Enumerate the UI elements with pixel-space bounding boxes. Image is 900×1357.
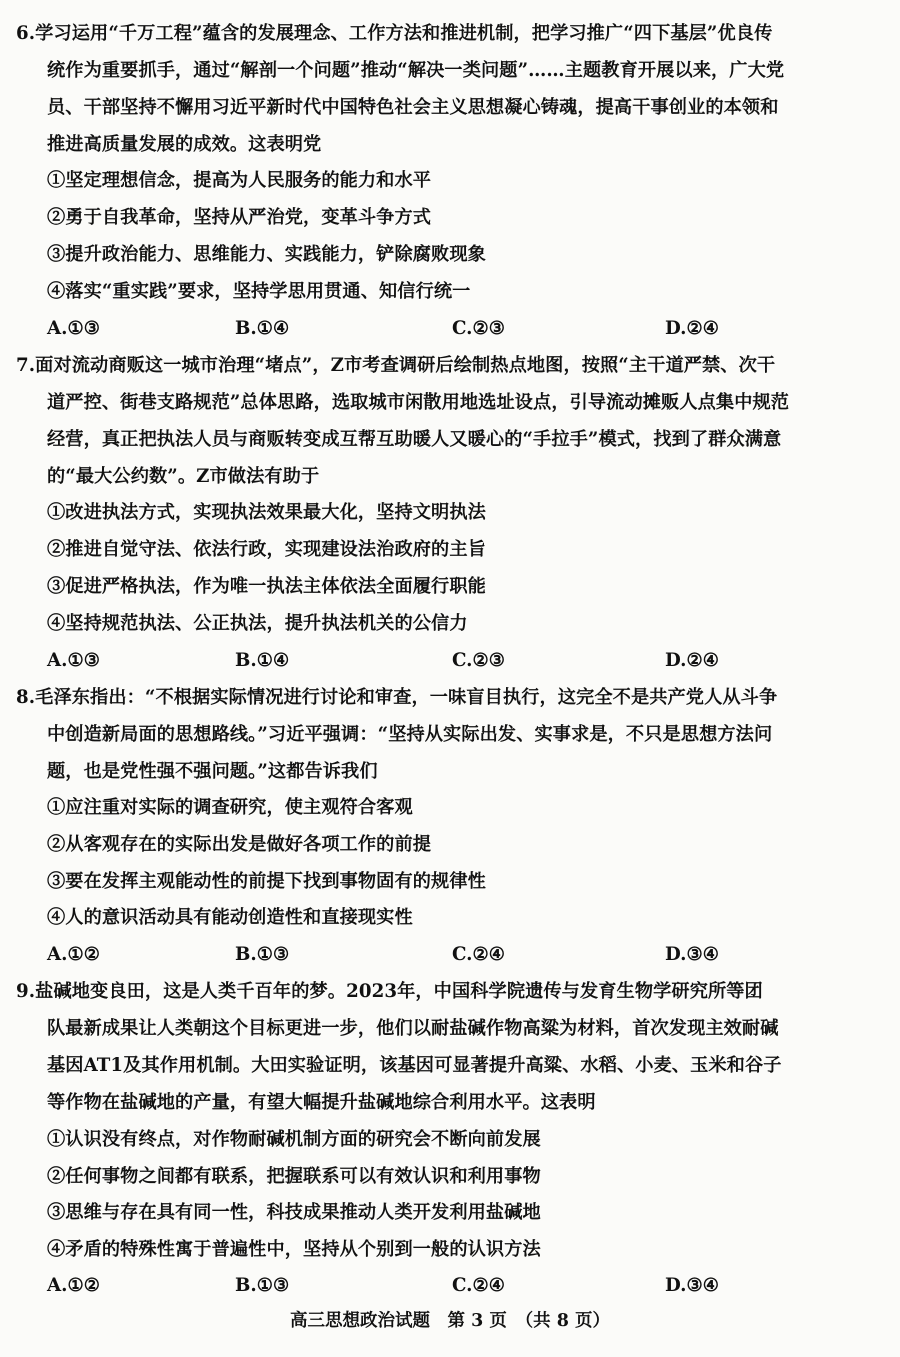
question-6-statement-1: ①坚定理想信念，提高为人民服务的能力和水平 [47,170,432,191]
question-6-option-c[interactable]: C.②③ [452,318,506,339]
question-6-option-b[interactable]: B.①④ [235,318,290,339]
question-7-option-b[interactable]: B.①④ [235,650,290,671]
question-7-option-a[interactable]: A.①③ [47,650,101,671]
question-8-stem-line: 8.毛泽东指出：“不根据实际情况进行讨论和审查，一味盲目执行，这完全不是共产党人从斗争 [16,687,778,708]
question-7-statement-3: ③促进严格执法，作为唯一执法主体依法全面履行职能 [47,576,486,597]
question-7-stem-line: 道严控、街巷支路规范”总体思路，选取城市闲散用地选址设点，引导流动摊贩人点集中规范 [47,392,790,413]
question-9-stem-line: 队最新成果让人类朝这个目标更进一步，他们以耐盐碱作物高粱为材料，首次发现主效耐碱 [47,1018,779,1039]
question-8-option-d[interactable]: D.③④ [665,944,720,965]
question-9-statement-2: ②任何事物之间都有联系，把握联系可以有效认识和利用事物 [47,1166,541,1187]
question-6-statement-3: ③提升政治能力、思维能力、实践能力，铲除腐败现象 [47,244,486,265]
question-9-stem-line: 等作物在盐碱地的产量，有望大幅提升盐碱地综合利用水平。这表明 [47,1092,596,1113]
question-8-statement-3: ③要在发挥主观能动性的前提下找到事物固有的规律性 [47,871,486,892]
question-8-stem-line: 中创造新局面的思想路线。”习近平强调：“坚持从实际出发、实事求是，不只是思想方法问 [47,724,773,745]
question-6-stem-line: 统作为重要抓手，通过“解剖一个问题”推动“解决一类问题”……主题教育开展以来，广大党 [47,60,785,81]
question-7-statement-2: ②推进自觉守法、依法行政，实现建设法治政府的主旨 [47,539,486,560]
question-7-stem-line: 7.面对流动商贩这一城市治理“堵点”，Z市考查调研后绘制热点地图，按照“主干道严禁、次干 [16,355,776,376]
question-9-option-d[interactable]: D.③④ [665,1275,720,1296]
question-9-stem-line: 9.盐碱地变良田，这是人类千百年的梦。2023年，中国科学院遗传与发育生物学研究所等团 [16,981,763,1002]
question-6-statement-2: ②勇于自我革命，坚持从严治党，变革斗争方式 [47,207,432,228]
question-8-option-c[interactable]: C.②④ [452,944,506,965]
question-9-stem-line: 基因AT1及其作用机制。大田实验证明，该基因可显著提升高粱、水稻、小麦、玉米和谷子 [47,1055,782,1076]
question-7-stem-line: 的“最大公约数”。Z市做法有助于 [47,466,320,487]
question-8-option-b[interactable]: B.①③ [235,944,290,965]
question-7-stem-line: 经营，真正把执法人员与商贩转变成互帮互助暖人又暖心的“手拉手”模式，找到了群众满意 [47,429,782,450]
question-6-stem-line: 推进高质量发展的成效。这表明党 [47,134,322,155]
question-9-statement-3: ③思维与存在具有同一性，科技成果推动人类开发利用盐碱地 [47,1202,541,1223]
question-8-statement-4: ④人的意识活动具有能动创造性和直接现实性 [47,907,413,928]
question-6-option-d[interactable]: D.②④ [665,318,720,339]
question-9-option-c[interactable]: C.②④ [452,1275,506,1296]
question-6-stem-line: 6.学习运用“千万工程”蕴含的发展理念、工作方法和推进机制，把学习推广“四下基层”优良传 [16,23,773,44]
question-9-option-b[interactable]: B.①③ [235,1275,290,1296]
question-9-statement-4: ④矛盾的特殊性寓于普遍性中，坚持从个别到一般的认识方法 [47,1239,541,1260]
question-9-statement-1: ①认识没有终点，对作物耐碱机制方面的研究会不断向前发展 [47,1129,541,1150]
page-footer: 高三思想政治试题 第 3 页 （共 8 页） [290,1311,610,1331]
question-8-statement-2: ②从客观存在的实际出发是做好各项工作的前提 [47,834,432,855]
question-7-statement-1: ①改进执法方式，实现执法效果最大化，坚持文明执法 [47,502,486,523]
question-8-statement-1: ①应注重对实际的调查研究，使主观符合客观 [47,797,413,818]
question-7-option-c[interactable]: C.②③ [452,650,506,671]
question-6-option-a[interactable]: A.①③ [47,318,101,339]
question-7-statement-4: ④坚持规范执法、公正执法，提升执法机关的公信力 [47,613,468,634]
question-9-option-a[interactable]: A.①② [47,1275,101,1296]
question-6-statement-4: ④落实“重实践”要求，坚持学思用贯通、知信行统一 [47,281,471,302]
question-8-option-a[interactable]: A.①② [47,944,101,965]
question-7-option-d[interactable]: D.②④ [665,650,720,671]
question-6-stem-line: 员、干部坚持不懈用习近平新时代中国特色社会主义思想凝心铸魂，提高干事创业的本领和 [47,97,779,118]
question-8-stem-line: 题，也是党性强不强问题。”这都告诉我们 [47,761,378,782]
